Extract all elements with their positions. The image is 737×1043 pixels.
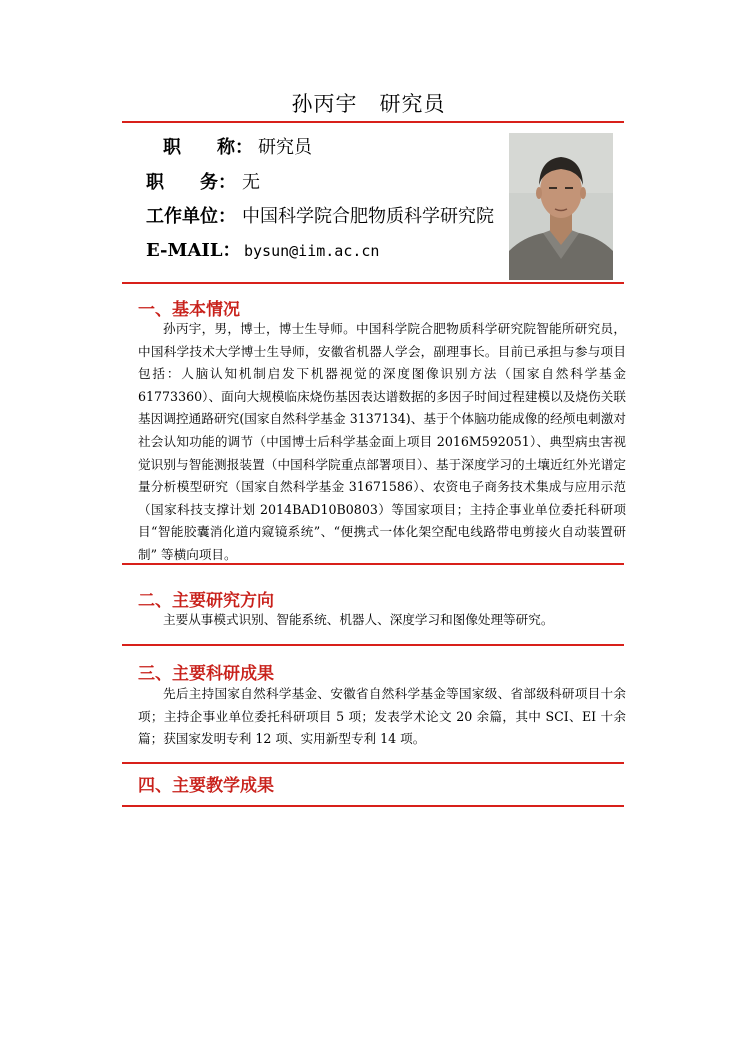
divider-section-2 <box>122 563 624 565</box>
section-text-basic: 孙丙宇，男，博士，博士生导师。中国科学院合肥物质科学研究院智能所研究员，中国科学技术大学博士生导师，安徽省机器人学会，副理事长。目前已承担与参与项目包括：人脑认知机制启发下机器视觉的深度图像识别方法（国家自然科学基金 61773360）、面向大规模临床烧伤基因表达谱数据的多因子时间过程建模以及烧伤关联基因调控通路研究(国家自然科学基金 3137134)、基于个体脑功能成像的经颅电刺激对社会认知功能的调节（中国博士后科学基金面上项目 2016M592051）、典型病虫害视觉识别与智能测报装置（中国科学院重点部署项目）、基于深度学习的土壤近红外光谱定量分析模型研究（国家自然科学基金 31671586）、农资电子商务技术集成与应用示范（国家科技支撑计划 2014BAD10B0803）等国家项目；主持企事业单位委托科研项目“智能胶囊消化道内窥镜系统”、“便携式一体化架空配电线路带电剪接火自动装置研制” 等横向项目。 <box>138 321 626 562</box>
info-value-email: bysun@iim.ac.cn <box>244 242 380 260</box>
info-row-email <box>146 236 379 262</box>
section-text-research: 主要从事模式识别、智能系统、机器人、深度学习和图像处理等研究。 <box>163 612 554 627</box>
info-label-position: 职 务： <box>146 172 236 193</box>
section-heading-research: 二、主要研究方向 <box>138 591 274 611</box>
info-row-title <box>163 133 312 159</box>
divider-after-profile <box>122 282 624 284</box>
divider-bottom <box>122 805 624 807</box>
info-label-email: E-MAIL： <box>146 240 241 261</box>
section-heading-teaching: 四、主要教学成果 <box>138 776 274 796</box>
portrait-photo <box>509 133 613 280</box>
info-value-title: 研究员 <box>258 137 312 158</box>
page-title: 孙丙宇 研究员 <box>291 92 446 116</box>
info-row-workplace <box>146 202 494 228</box>
section-heading-achievements: 三、主要科研成果 <box>138 664 274 684</box>
info-row-position <box>146 168 260 194</box>
divider-section-3 <box>122 644 624 646</box>
info-label-title: 职 称： <box>163 137 253 158</box>
info-value-workplace: 中国科学院合肥物质科学研究院 <box>242 206 494 227</box>
section-text-achievements: 先后主持国家自然科学基金、安徽省自然科学基金等国家级、省部级科研项目十余项；主持企事业单位委托科研项目 5 项；发表学术论文 20 余篇，其中 SCI、EI 十余篇；获国家发明专利 12 项、实用新型专利 14 项。 <box>138 686 626 747</box>
divider-top <box>122 121 624 123</box>
info-label-workplace: 工作单位： <box>146 206 236 227</box>
info-value-position: 无 <box>242 172 260 193</box>
section-heading-basic: 一、基本情况 <box>138 300 240 320</box>
divider-section-4 <box>122 762 624 764</box>
